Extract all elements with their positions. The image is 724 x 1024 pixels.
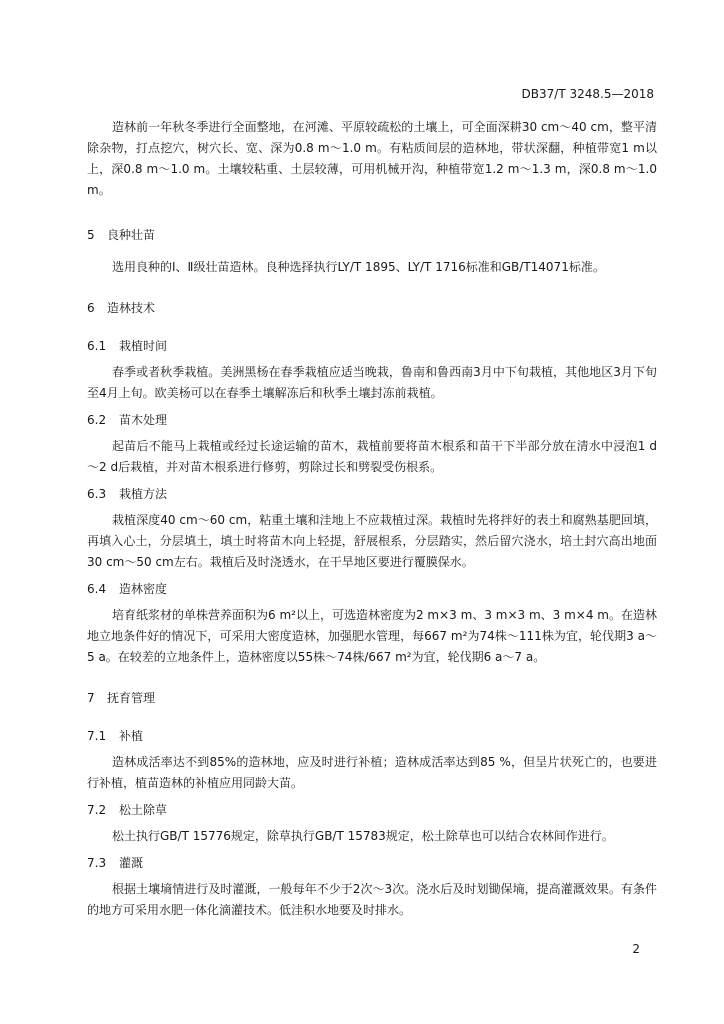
section-number: 7	[87, 691, 95, 705]
section-title: 灌溉	[119, 856, 144, 870]
section-7-1-heading	[87, 728, 657, 744]
section-7-heading	[87, 690, 657, 706]
section-number: 7.3	[87, 856, 107, 870]
section-6-4-paragraph: 培育纸浆材的单株营养面积为6 m²以上，可选造林密度为2 m×3 m、3 m×3 m、3 m×4 m。在造林地立地条件好的情况下，可采用大密度造林，加强肥水管理，每667 m²为74株～111株为宜，轮伐期3 a～5 a。在较差的立地条件上，造林密度以55株～74株/667 m²为宜，轮伐期6 a～7 a。	[87, 608, 657, 664]
section-6-4-heading	[87, 581, 657, 597]
section-number: 5	[87, 228, 95, 242]
section-title: 苗木处理	[119, 413, 168, 427]
site-preparation-paragraph: 造林前一年秋冬季进行全面整地，在河滩、平原较疏松的土壤上，可全面深耕30 cm～40 cm，整平清除杂物，打点挖穴，树穴长、宽、深为0.8 m～1.0 m。有粘质间层的造林地，带状深翻，种植带宽1 m以上，深0.8 m～1.0 m。土壤较粘重、土层较薄，可用机械开沟，种植带宽1.2 m～1.3 m，深0.8 m～1.0 m。	[87, 120, 657, 197]
section-5-paragraph: 选用良种的Ⅰ、Ⅱ级壮苗造林。良种选择执行LY/T 1895、LY/T 1716标准和GB/T14071标准。	[112, 260, 605, 274]
section-number: 6.2	[87, 413, 107, 427]
section-title: 松土除草	[119, 803, 168, 817]
section-6-3-paragraph: 栽植深度40 cm～60 cm，粘重土壤和洼地上不应栽植过深。栽植时先将拌好的表土和腐熟基肥回填，再填入心土，分层填土，填土时将苗木向上轻提，舒展根系，分层踏实，然后留穴浇水，培土封穴高出地面30 cm～50 cm左右。栽植后及时浇透水，在干旱地区要进行覆膜保水。	[87, 513, 657, 569]
section-6-1-paragraph: 春季或者秋季栽植。美洲黑杨在春季栽植应适当晚栽，鲁南和鲁西南3月中下旬栽植，其他地区3月下旬至4月上旬。欧美杨可以在春季土壤解冻后和秋季土壤封冻前栽植。	[87, 365, 657, 400]
section-number: 6.3	[87, 487, 107, 501]
section-number: 6	[87, 301, 95, 315]
standard-code: DB37/T 3248.5—2018	[521, 87, 654, 101]
section-title: 补植	[119, 729, 144, 743]
section-7-1-paragraph: 造林成活率达不到85%的造林地，应及时进行补植；造林成活率达到85 %，但呈片状死亡的，也要进行补植，植苗造林的补植应用同龄大苗。	[87, 755, 657, 790]
section-title: 抚育管理	[107, 691, 156, 705]
section-7-2-paragraph: 松土执行GB/T 15776规定，除草执行GB/T 15783规定，松土除草也可以结合农林间作进行。	[112, 829, 614, 843]
section-title: 栽植时间	[119, 339, 168, 353]
section-number: 7.2	[87, 803, 107, 817]
section-title: 栽植方法	[119, 487, 168, 501]
section-6-2-paragraph: 起苗后不能马上栽植或经过长途运输的苗木，栽植前要将苗木根系和苗干下半部分放在清水中浸泡1 d～2 d后栽植，并对苗木根系进行修剪，剪除过长和劈裂受伤根系。	[87, 439, 657, 474]
section-title: 造林技术	[107, 301, 156, 315]
section-6-1-heading	[87, 338, 657, 354]
page-number: 2	[632, 942, 640, 956]
document-body	[87, 117, 657, 921]
section-7-3-paragraph: 根据土壤墒情进行及时灌溉，一般每年不少于2次～3次。浇水后及时划锄保墒，提高灌溉效果。有条件的地方可采用水肥一体化滴灌技术。低洼积水地要及时排水。	[87, 882, 657, 917]
section-6-2-heading	[87, 412, 657, 428]
section-number: 7.1	[87, 729, 107, 743]
section-number: 6.4	[87, 582, 107, 596]
section-6-heading	[87, 300, 657, 316]
section-title: 造林密度	[119, 582, 168, 596]
section-7-3-heading	[87, 855, 657, 871]
section-7-2-heading	[87, 802, 657, 818]
section-title: 良种壮苗	[107, 228, 156, 242]
section-number: 6.1	[87, 339, 107, 353]
section-5-heading	[87, 227, 657, 243]
section-6-3-heading	[87, 486, 657, 502]
